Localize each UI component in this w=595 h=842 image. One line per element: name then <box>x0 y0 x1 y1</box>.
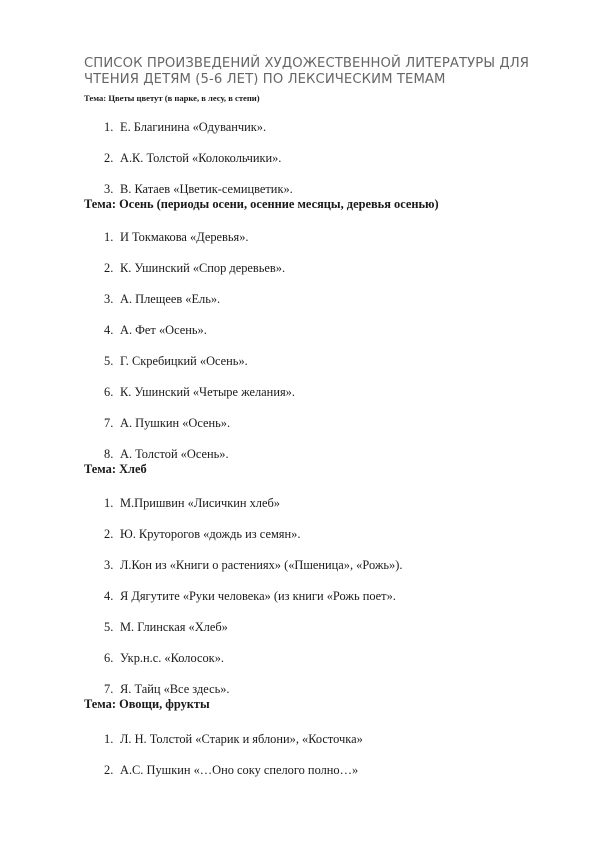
list-item <box>104 447 229 462</box>
list-item <box>104 651 224 666</box>
list-item <box>104 230 249 245</box>
list-item-number: 6. <box>104 385 114 399</box>
list-item <box>104 292 220 307</box>
list-item <box>104 763 358 778</box>
list-item-text: М.Пришвин «Лисичкин хлеб» <box>120 496 280 510</box>
list-item-text: К. Ушинский «Четыре желания». <box>120 385 295 399</box>
list-item-text: Г. Скребицкий «Осень». <box>120 354 248 368</box>
list-item-number: 2. <box>104 527 114 541</box>
document-title <box>84 56 564 88</box>
list-item-text: Я Дягутите «Руки человека» (из книги «Рожь поет». <box>120 589 396 603</box>
list-item-number: 3. <box>104 558 114 572</box>
list-item-text: А.С. Пушкин «…Оно соку спелого полно…» <box>120 763 359 777</box>
list-item-text: А. Пушкин «Осень». <box>120 416 231 430</box>
list-item <box>104 732 363 747</box>
document-title-line-2: ЧТЕНИЯ ДЕТЯМ (5-6 ЛЕТ) ПО ЛЕКСИЧЕСКИМ ТЕМАМ <box>84 72 446 87</box>
list-item-number: 7. <box>104 682 114 696</box>
list-item-text: Е. Благинина «Одуванчик». <box>120 120 267 134</box>
list-item <box>104 151 281 166</box>
list-item-number: 3. <box>104 182 114 196</box>
list-item-text: А. Толстой «Осень». <box>120 447 229 461</box>
list-item <box>104 589 396 604</box>
list-item <box>104 354 248 369</box>
list-item-number: 7. <box>104 416 114 430</box>
list-item-number: 2. <box>104 151 114 165</box>
list-item-number: 3. <box>104 292 114 306</box>
document-title-line-1: СПИСОК ПРОИЗВЕДЕНИЙ ХУДОЖЕСТВЕННОЙ ЛИТЕРАТУРЫ ДЛЯ <box>84 56 530 71</box>
list-item-text: Ю. Круторогов «дождь из семян». <box>120 527 301 541</box>
list-item-number: 8. <box>104 447 114 461</box>
section-heading-bread: Тема: Хлеб <box>84 462 147 476</box>
list-item <box>104 261 285 276</box>
list-item-number: 1. <box>104 732 114 746</box>
list-item-text: А. Плещеев «Ель». <box>120 292 221 306</box>
list-item <box>104 416 230 431</box>
list-item <box>104 323 207 338</box>
list-item-text: А. Фет «Осень». <box>120 323 207 337</box>
list-item-text: И Токмакова «Деревья». <box>120 230 249 244</box>
list-item-number: 5. <box>104 354 114 368</box>
list-item <box>104 558 402 573</box>
section-heading-autumn: Тема: Осень (периоды осени, осенние месяцы, деревья осенью) <box>84 197 439 211</box>
list-item <box>104 182 293 197</box>
list-item-number: 1. <box>104 120 114 134</box>
list-item <box>104 496 280 511</box>
list-item <box>104 120 266 135</box>
list-item-text: Л.Кон из «Книги о растениях» («Пшеница», «Рожь»). <box>120 558 403 572</box>
list-item <box>104 527 300 542</box>
list-item-text: М. Глинская «Хлеб» <box>120 620 228 634</box>
list-item-text: К. Ушинский «Спор деревьев». <box>120 261 286 275</box>
list-item-number: 4. <box>104 589 114 603</box>
list-item-number: 2. <box>104 763 114 777</box>
list-item <box>104 620 228 635</box>
list-item-text: Л. Н. Толстой «Старик и яблони», «Косточка» <box>120 732 363 746</box>
list-item-number: 2. <box>104 261 114 275</box>
list-item-text: Я. Тайц «Все здесь». <box>120 682 230 696</box>
list-item-number: 4. <box>104 323 114 337</box>
list-item-number: 5. <box>104 620 114 634</box>
list-item-text: В. Катаев «Цветик-семицветик». <box>120 182 293 196</box>
list-item-number: 1. <box>104 230 114 244</box>
list-item-number: 1. <box>104 496 114 510</box>
list-item-text: А.К. Толстой «Колокольчики». <box>120 151 282 165</box>
list-item <box>104 682 230 697</box>
list-item <box>104 385 295 400</box>
section-heading-flowers: Тема: Цветы цветут (в парке, в лесу, в степи) <box>84 93 260 103</box>
list-item-number: 6. <box>104 651 114 665</box>
list-item-text: Укр.н.с. «Колосок». <box>120 651 224 665</box>
section-heading-vegetables-fruits: Тема: Овощи, фрукты <box>84 697 210 711</box>
